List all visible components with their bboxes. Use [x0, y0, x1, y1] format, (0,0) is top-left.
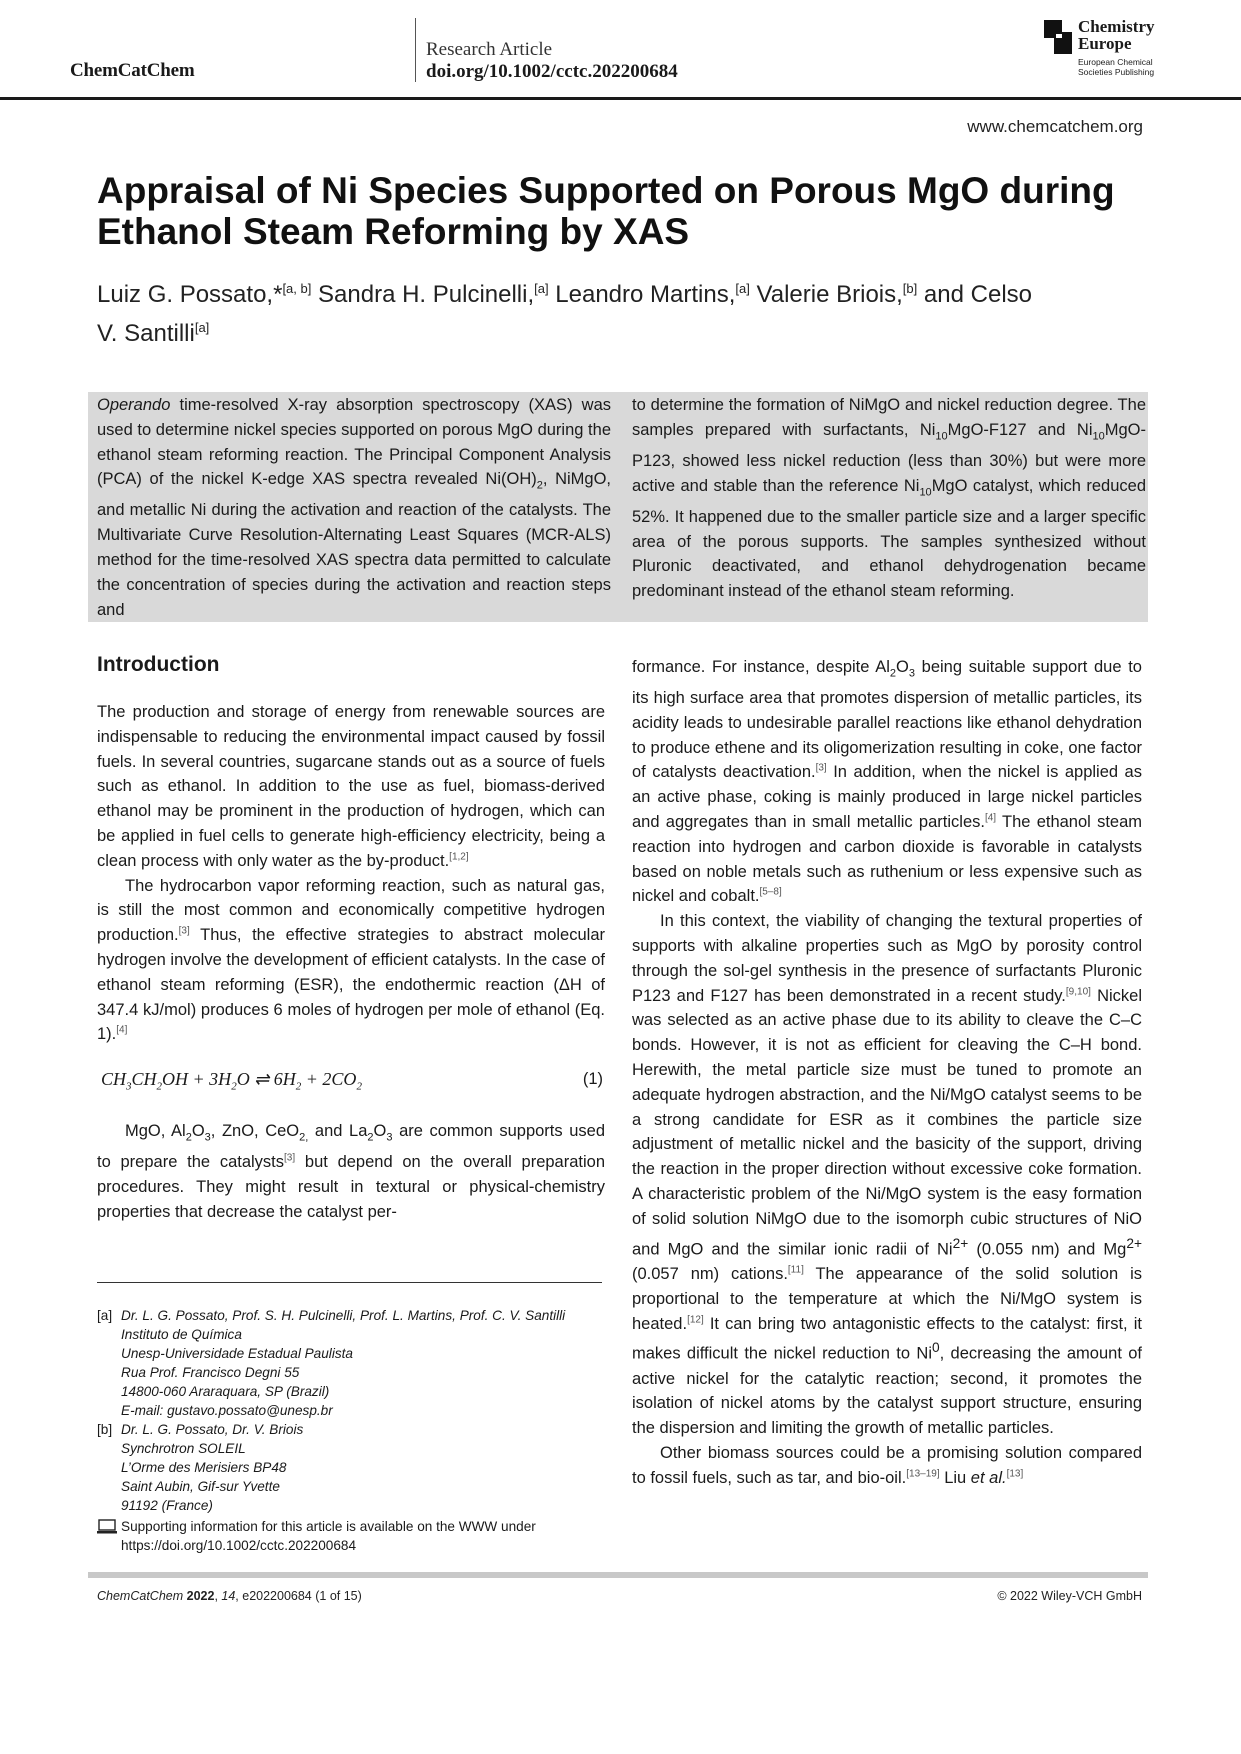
affiliation-line: Rua Prof. Francisco Degni 55: [121, 1365, 300, 1380]
paragraph: The hydrocarbon vapor reforming reaction, such as natural gas, is still the most common and economically competitive hydrogen production.[3] Thus, the effective strategies to abstract molecular hydrogen involve the development of efficient catalysts. In the case of ethanol steam reforming (ESR), the endothermic reaction (ΔH of 347.4 kJ/mol) produces 6 moles of hydrogen per mole of ethanol (Eq. 1).[4]: [97, 876, 605, 1044]
affiliation-footnotes: [97, 1306, 607, 1555]
affiliation-line: E-mail: gustavo.possato@unesp.br: [121, 1403, 333, 1418]
footer-bar: [88, 1572, 1148, 1578]
abstract-column-left: Operando time-resolved X-ray absorption spectroscopy (XAS) was used to determine nickel species supported on porous MgO during the ethanol steam reforming reaction. The Principal Component Analysis (PCA) of the nickel K-edge XAS spectra revealed $Ni(OH)_2$, NiMgO, and metallic Ni during the activation and reaction of the catalysts. The Multivariate Curve Resolution-Alternating Least Squares (MCR-ALS) method for the time-resolved XAS spectra data permitted to calculate the concentration of species during the activation and reaction steps and: [97, 396, 612, 619]
author-separator: [750, 281, 757, 308]
equation-number: (1): [582, 1070, 603, 1089]
paragraph: MgO, $Al_2O_3$, ZnO, CeO$_{2,}$ and $La_2O_3$ are common supports used to prepare the catalysts[3] but depend on the overall preparation procedures. They might result in textural or physical-chemistry properties that decrease the catalyst per-: [97, 1122, 606, 1221]
author-name: Sandra H. Pulcinelli,: [318, 281, 535, 308]
author-affiliation-mark: [b]: [902, 281, 918, 296]
abstract-column-right: to determine the formation of NiMgO and nickel reduction degree. The samples prepared with surfactants, $Ni_{10}MgO-F127$ and $Ni_{10}MgO-P123$, showed less nickel reduction (less than 30%) but were more active and stable than the reference $Ni_{10}MgO$ catalyst, which reduced 52%. It happened due to the smaller particle size and a larger specific area of the porous supports. The samples synthesized without Pluronic deactivated, and ethanol dehydrogenation became predominant instead of the ethanol steam reforming.: [632, 396, 1146, 601]
supporting-info-note: [97, 1517, 607, 1555]
journal-name: ChemCatChem: [70, 60, 195, 81]
publisher-name-line1: Chemistry: [1078, 17, 1155, 36]
supporting-info-text: Supporting information for this article is available on the WWW under: [121, 1519, 536, 1534]
affiliation-b: [97, 1420, 607, 1515]
article-type: Research Article: [426, 39, 553, 60]
paragraph: formance. For instance, despite $Al_2O_3$ being suitable support due to its high surface area that promotes dispersion of metallic particles, its acidity leads to undesirable parallel reactions like ethanol dehydration to produce ethene and its oligomerization resulting in coke, one factor of catalysts deactivation.[3] In addition, when the nickel is applied as an active phase, coking is mainly produced in large nickel particles and aggregates than in small metallic particles.[4] The ethanol steam reaction into hydrogen and carbon dioxide is favorable in catalysts based on noble metals such as ruthenium or less expensive such as nickel and cobalt.[5–8]: [632, 658, 1142, 906]
article-title: Appraisal of Ni Species Supported on Porous MgO during Ethanol Steam Reforming by XAS: [97, 170, 1115, 252]
paragraph: In this context, the viability of changing the textural properties of supports with alkaline properties such as MgO by porosity control through the sol-gel synthesis in the presence of surfactants Pluronic P123 and F127 has been demonstrated in a recent study.[9,10] Nickel was selected as an active phase due to its ability to cleave the C–C bonds. However, it is not as efficient for cleaving the C–H bond. Herewith, the metal particle size must be tuned to promote an adequate hydrogen abstraction, and the Ni/MgO catalyst seems to be a strong candidate for ESR as it combines the particle size adjustment of metallic nickel and the basicity of the support, driving the reaction in the proper direction without excessive coke formation. A characteristic problem of the Ni/MgO system is the easy formation of solid solution NiMgO due to the isomorph cubic structures of NiO and MgO and the similar ionic radii of $Ni^{2+}$ (0.055 nm) and $Mg^{2+}$ (0.057 nm) cations.[11] The appearance of the solid solution is proportional to the temperature at which the Ni/MgO system is heated.[12] It can bring two antagonistic effects to the catalyst: first, it makes difficult the nickel reduction to Ni$^0$, decreasing the amount of active nickel for the catalytic reaction; second, it promotes the isolation of nickel atoms by the catalyst support structure, ensuring the dispersion and limiting the growth of metallic particles.: [632, 912, 1143, 1438]
affiliation-line: Synchrotron SOLEIL: [121, 1441, 246, 1456]
header-rule: [0, 97, 1241, 100]
paragraph: The production and storage of energy from renewable sources are indispensable to reducing the environmental impact caused by fossil fuels. In several countries, sugarcane stands out as a source of fuels such as ethanol. In addition to the use as fuel, biomass-derived ethanol may be prominent in the production of hydrogen, which can be applied in fuel cells to generate high-efficiency electricity, being a clean process with only water as the by-product.[1,2]: [97, 703, 605, 870]
affiliation-mark: [a]: [97, 1308, 113, 1323]
author-affiliation-mark: [a]: [534, 281, 549, 296]
body-column-left: [97, 652, 605, 1225]
computer-icon: [97, 1519, 117, 1534]
publisher-name: [1078, 18, 1154, 52]
author-separator: and: [917, 281, 971, 308]
author-affiliation-mark: [a]: [735, 281, 750, 296]
affiliation-lines: [121, 1420, 607, 1515]
affiliation-a: [97, 1306, 607, 1420]
publisher-subtitle-line1: European Chemical: [1078, 57, 1153, 67]
equation-body: $CH_3CH_2OH + 3H_2O$ ⇌ $6H_2 + 2CO_2$: [101, 1069, 362, 1093]
publisher-name-line2: Europe: [1078, 34, 1132, 53]
author-name: Leandro Martins,: [555, 281, 736, 308]
chemistry-europe-mark-icon: [1044, 20, 1072, 54]
affiliation-line: Saint Aubin, Gif-sur Yvette: [121, 1479, 280, 1494]
affiliation-line: Unesp-Universidade Estadual Paulista: [121, 1346, 353, 1361]
author-affiliation-mark: [a, b]: [282, 281, 312, 296]
publisher-subtitle: [1078, 57, 1154, 77]
affiliation-lines: [121, 1306, 607, 1420]
chemistry-europe-logo: [1044, 18, 1174, 82]
author-list: [97, 272, 1057, 350]
author-name: Celso V. Santilli: [97, 281, 1033, 347]
affiliation-line: 91192 (France): [121, 1498, 213, 1513]
author-name: Valerie Briois,: [756, 281, 903, 308]
affiliation-mark: [b]: [97, 1422, 113, 1437]
author-affiliation-mark: [a]: [194, 320, 210, 335]
journal-url[interactable]: www.chemcatchem.org: [967, 117, 1143, 136]
affiliation-line: Instituto de Química: [121, 1327, 242, 1342]
section-heading-introduction: Introduction: [97, 653, 220, 676]
footer-citation: ChemCatChem 2022, 14, e202200684 (1 of 15): [97, 1589, 362, 1603]
doi-link[interactable]: doi.org/10.1002/cctc.202200684: [426, 61, 678, 82]
affiliation-line: Dr. L. G. Possato, Dr. V. Briois: [121, 1422, 304, 1437]
footer-copyright: © 2022 Wiley-VCH GmbH: [997, 1589, 1142, 1603]
supporting-info-link[interactable]: https://doi.org/10.1002/cctc.202200684: [121, 1538, 357, 1553]
publisher-subtitle-line2: Societies Publishing: [1078, 67, 1155, 77]
affiliation-line: L’Orme des Merisiers BP48: [121, 1460, 287, 1475]
affiliation-line: Dr. L. G. Possato, Prof. S. H. Pulcinelli, Prof. L. Martins, Prof. C. V. Santilli: [121, 1308, 566, 1323]
header-divider: [415, 18, 416, 82]
equation-1: [97, 1063, 605, 1095]
affiliation-line: 14800-060 Araraquara, SP (Brazil): [121, 1384, 330, 1399]
body-column-right: [632, 655, 1142, 1491]
footnote-rule: [97, 1282, 602, 1283]
author-name: Luiz G. Possato,*: [97, 281, 283, 308]
paragraph: Other biomass sources could be a promising solution compared to fossil fuels, such as tar, and bio-oil.[13–19] Liu et al.[13]: [632, 1444, 1142, 1487]
